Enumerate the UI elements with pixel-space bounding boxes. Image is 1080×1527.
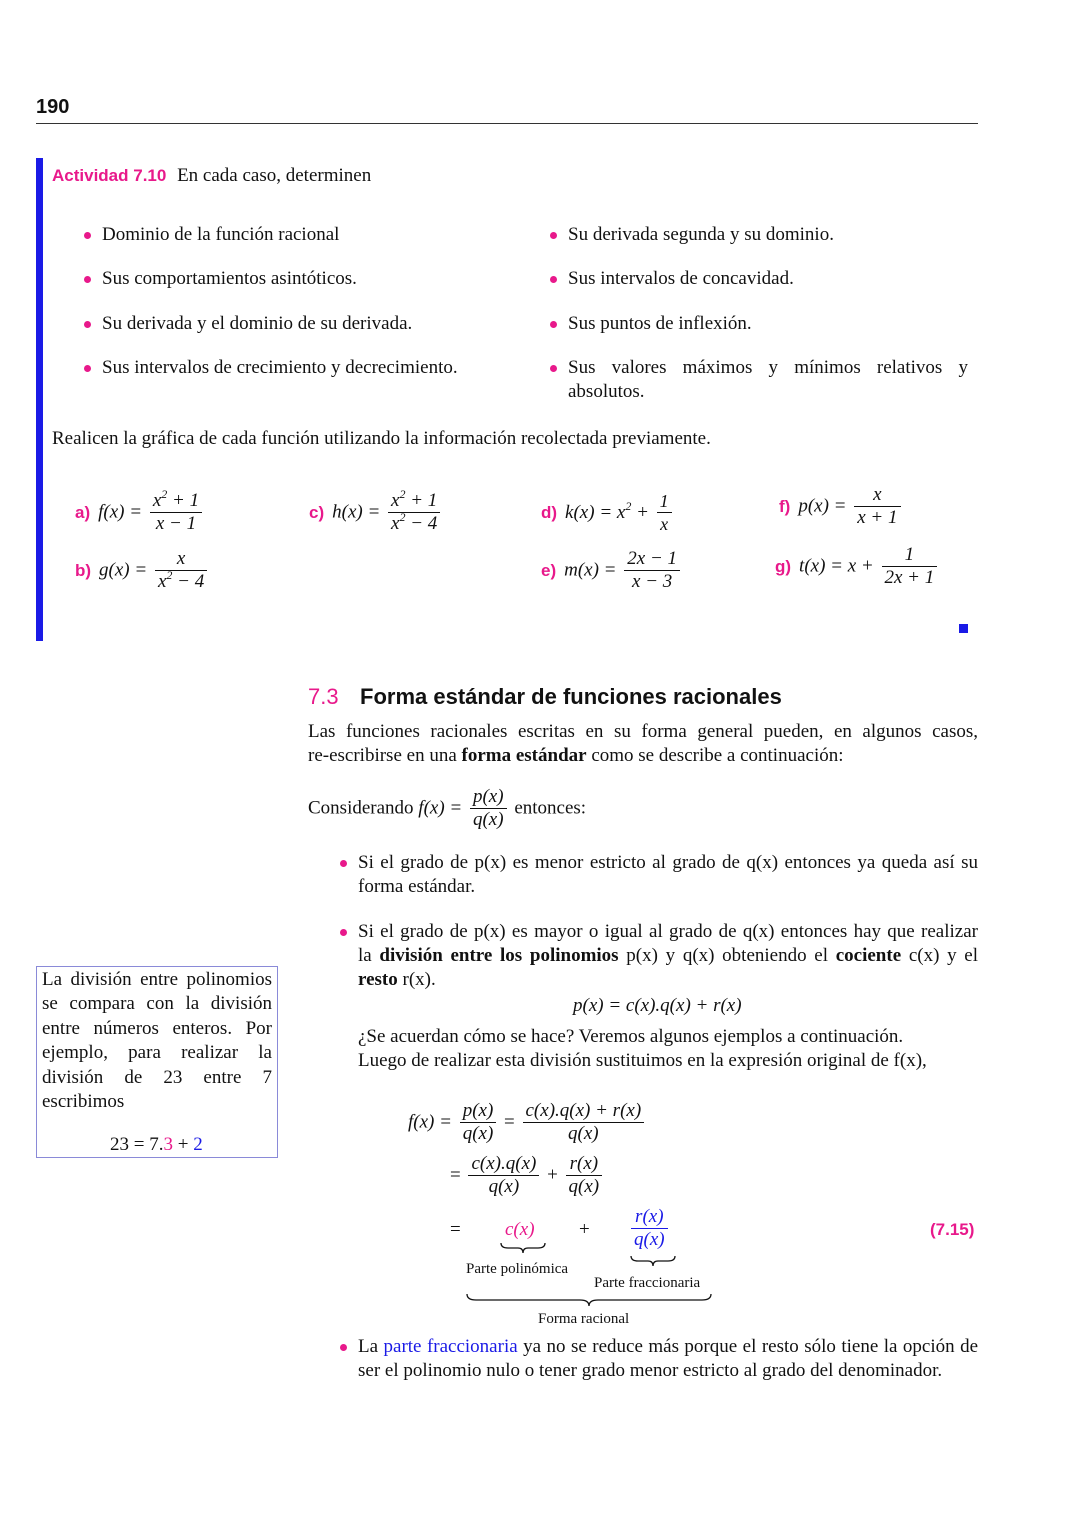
section-title: Forma estándar de funciones racionales bbox=[360, 684, 782, 709]
bullet1-line1: Si el grado de p(x) es menor estricto al grado de q(x) entonces ya queda así su bbox=[358, 852, 978, 873]
activity-item: Dominio de la función racional bbox=[102, 224, 340, 245]
bullet-icon bbox=[550, 232, 557, 239]
section-intro-line2: re-escribirse en una forma estándar como se describe a continuación: bbox=[308, 745, 844, 766]
side-note-line: ejemplo, para realizar la bbox=[42, 1042, 272, 1063]
bullet-icon bbox=[340, 1344, 347, 1351]
bullet3-line1: La parte fraccionaria ya no se reduce más porque el resto sólo tiene la opción de bbox=[358, 1336, 979, 1357]
underbrace-form bbox=[466, 1293, 712, 1307]
fraction-numerator: 1 bbox=[659, 491, 669, 511]
considering-line: Considerando f(x) = $\frac{p(x)}{q(x)}$ entonces: bbox=[308, 786, 587, 830]
bullet-icon bbox=[340, 929, 347, 936]
fraction-denominator: $x^2 - 4$ bbox=[155, 570, 207, 593]
fraction-denominator: x + 1 bbox=[854, 506, 900, 529]
function-e: e) m(x) = $\frac{2x - 1}{x - 3}$ bbox=[541, 548, 683, 593]
activity-item: Sus puntos de inflexión. bbox=[568, 313, 752, 334]
activity-label: Actividad 7.10 bbox=[52, 166, 167, 185]
bullet2-line3: resto r(x). bbox=[358, 969, 436, 990]
fraction-numerator: 2x − 1 bbox=[627, 548, 678, 569]
fraction-numerator: x bbox=[176, 548, 186, 569]
side-note-equation: 23 = 7.3 + 2 bbox=[110, 1134, 203, 1155]
page-number: 190 bbox=[36, 96, 70, 118]
fraction-numerator: x bbox=[873, 484, 882, 505]
activity-item: Sus valores máximos y mínimos relativos y bbox=[568, 357, 968, 378]
activity-item: Sus intervalos de concavidad. bbox=[568, 268, 794, 289]
equation-row-1: f(x) = $\frac{p(x)}{q(x)}$ = $\frac{c(x).q(x) + r(x)}{q(x)}$ bbox=[408, 1100, 647, 1145]
fraction-denominator: x − 1 bbox=[150, 512, 202, 535]
bullet1-line2: forma estándar. bbox=[358, 876, 476, 897]
underbrace-frac bbox=[630, 1255, 676, 1267]
side-note-line: La división entre polinomios bbox=[42, 969, 272, 990]
function-c: c) h(x) = $\frac{x^2 + 1}{x^2 - 4}$ bbox=[309, 490, 443, 535]
fraction-denominator: $x^2 - 4$ bbox=[388, 512, 440, 535]
function-d: d) $k(x) = x^2$ + $\frac{1}{x}$ bbox=[541, 490, 675, 535]
label-parte-polinomica: Parte polinómica bbox=[466, 1261, 569, 1277]
header-rule bbox=[36, 123, 978, 124]
bullet-icon bbox=[550, 276, 557, 283]
fraction-denominator: x bbox=[657, 512, 672, 535]
fraction-numerator: 1 bbox=[904, 544, 915, 565]
bullet-icon bbox=[84, 365, 91, 372]
function-g: g) t(x) = x + $\frac{1}{2x + 1}$ bbox=[775, 544, 940, 589]
activity-intro: En cada caso, determinen bbox=[177, 165, 372, 186]
bullet-icon bbox=[340, 860, 347, 867]
equation-row-2: = $\frac{c(x).q(x)}{q(x)}$ + $\frac{r(x)}{q(x)}$ bbox=[450, 1153, 605, 1198]
fraction-denominator: x − 3 bbox=[624, 570, 680, 593]
equation-number: (7.15) bbox=[930, 1220, 975, 1239]
eq-quotient: c(x) bbox=[505, 1219, 535, 1240]
division-identity: p(x) = c(x).q(x) + r(x) bbox=[573, 995, 742, 1016]
section-number: 7.3 bbox=[308, 684, 339, 709]
bullet3-line2: ser el polinomio nulo o tener grado menor estricto al grado del denominador. bbox=[358, 1360, 943, 1381]
section-intro-line1: Las funciones racionales escritas en su forma general pueden, en algunos casos, bbox=[308, 721, 978, 742]
function-a: a) f(x) = $\frac{x^2 + 1}{x - 1}$ bbox=[75, 490, 205, 535]
fraction-numerator: $x^2 + 1$ bbox=[391, 487, 438, 511]
activity-item: Su derivada y el dominio de su derivada. bbox=[102, 313, 413, 334]
bullet-icon bbox=[550, 365, 557, 372]
question-line: ¿Se acuerdan cómo se hace? Veremos algunos ejemplos a continuación. bbox=[358, 1026, 904, 1047]
bullet2-line1: Si el grado de p(x) es mayor o igual al grado de q(x) entonces hay que realizar bbox=[358, 921, 978, 942]
bullet-icon bbox=[84, 321, 91, 328]
bullet2-line2: la división entre los polinomios p(x) y q(x) obteniendo el cociente c(x) y el bbox=[358, 945, 979, 966]
then-line: Luego de realizar esta división sustituimos en la expresión original de f(x), bbox=[358, 1050, 927, 1071]
bullet-icon bbox=[84, 232, 91, 239]
activity-heading bbox=[52, 164, 371, 188]
activity-item: Su derivada segunda y su dominio. bbox=[568, 224, 834, 245]
eq-fraction-part: $\frac{r(x)}{q(x)}$ bbox=[628, 1206, 671, 1251]
activity-sidebar-bar bbox=[36, 158, 43, 641]
label-forma-racional: Forma racional bbox=[538, 1311, 630, 1327]
side-note-line: escribimos bbox=[42, 1091, 125, 1112]
side-note-line: división de 23 entre 7 bbox=[42, 1067, 272, 1088]
side-note-line: se compara con la división bbox=[42, 993, 272, 1014]
underbrace-poly bbox=[500, 1242, 546, 1254]
label-parte-fraccionaria: Parte fraccionaria bbox=[594, 1275, 701, 1291]
activity-item: Sus intervalos de crecimiento y decrecimiento. bbox=[102, 357, 458, 378]
bullet-icon bbox=[84, 276, 91, 283]
end-of-activity-marker bbox=[959, 624, 968, 633]
activity-item: Sus comportamientos asintóticos. bbox=[102, 268, 357, 289]
equation-row-3-equals: = bbox=[450, 1219, 461, 1240]
bullet-icon bbox=[550, 321, 557, 328]
function-f: f) p(x) = $\frac{x}{x + 1}$ bbox=[779, 484, 904, 529]
function-b: b) g(x) = $\frac{x}{x^2 - 4}$ bbox=[75, 548, 210, 593]
fraction-numerator: $x^2 + 1$ bbox=[152, 487, 200, 511]
side-note-line: entre números enteros. Por bbox=[42, 1018, 272, 1039]
activity-item-continuation: absolutos. bbox=[568, 381, 645, 402]
activity-instruction: Realicen la gráfica de cada función utilizando la información recolectada previamente. bbox=[52, 428, 711, 449]
link-parte-fraccionaria[interactable]: parte fraccionaria bbox=[383, 1336, 518, 1357]
eq-plus: + bbox=[579, 1219, 590, 1240]
fraction-denominator: 2x + 1 bbox=[882, 566, 938, 589]
